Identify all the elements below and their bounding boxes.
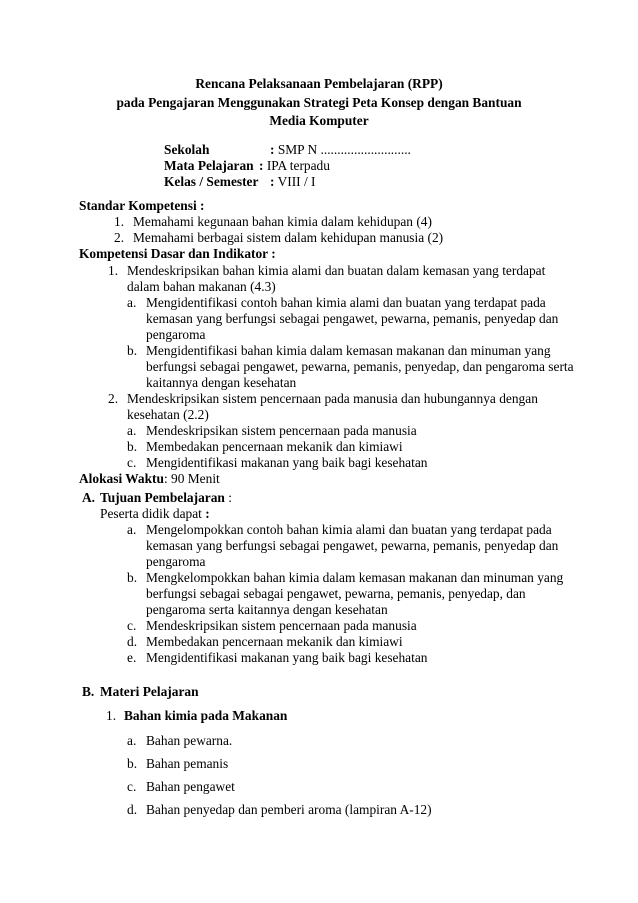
alokasi-waktu: Alokasi Waktu: 90 Menit [79,471,220,486]
tujuan-a-line-1: Mengelompokkan contoh bahan kimia alami dan buatan yang terdapat pada [146,522,552,537]
kd-1a-line-1: Mengidentifikasi contoh bahan kimia alami dan buatan yang terdapat pada [146,295,546,310]
heading-materi-pelajaran: Materi Pelajaran [100,684,199,699]
tujuan-letter: A. [82,490,96,505]
kd-item-2-line-1: Mendeskripsikan sistem pencernaan pada manusia dan hubungannya dengan [127,391,538,406]
tujuan-b-line-1: Mengkelompokkan bahan kimia dalam kemasan makanan dan minuman yang [146,570,564,585]
kd-2c-text: Mengidentifikasi makanan yang baik bagi kesehatan [146,455,428,470]
kd-item-1-line-2: dalam bahan makanan (4.3) [127,279,276,294]
kd-1b-line-3: kaitannya dengan kesehatan [146,375,297,390]
value-mata-pelajaran: : IPA terpadu [259,158,330,173]
kd-num-1: 1. [108,263,119,278]
materi-num-1: 1. [106,708,117,723]
tujuan-b-line-2: berfungsi sebagai sebagai pengawet, pewarna, pemanis, penyedap, dan [146,586,526,601]
materi-item-1: Bahan kimia pada Makanan [124,708,288,723]
tujuan-a-line-2: kemasan yang berfungsi sebagai pengawet, pewarna, pemanis, penyedap dan [146,538,559,553]
kd-2c-letter: c. [127,455,137,470]
materi-b-letter: b. [127,756,138,771]
materi-d-letter: d. [127,802,138,817]
tujuan-a-line-3: pengaroma [146,554,206,569]
tujuan-c-text: Mendeskripsikan sistem pencernaan pada manusia [146,618,417,633]
value-sekolah: : SMP N ........................... [270,142,411,157]
kd-2a-letter: a. [127,423,137,438]
kd-1b-line-2: berfungsi sebagai pengawet, pewarna, pemanis, penyedap, dan pengaroma serta [146,359,574,374]
sk-item-2: Memahami berbagai sistem dalam kehidupan manusia (2) [133,230,444,245]
kd-2a-text: Mendeskripsikan sistem pencernaan pada manusia [146,423,417,438]
kd-2b-text: Membedakan pencernaan mekanik dan kimiawi [146,439,403,454]
heading-tujuan-pembelajaran: Tujuan Pembelajaran : [100,490,232,505]
kd-1a-letter: a. [127,295,137,310]
materi-d-text: Bahan penyedap dan pemberi aroma (lampiran A-12) [146,802,432,817]
kd-item-2-line-2: kesehatan (2.2) [127,407,209,422]
kd-item-1-line-1: Mendeskripsikan bahan kimia alami dan buatan dalam kemasan yang terdapat [127,263,546,278]
materi-a-text: Bahan pewarna. [146,733,233,748]
value-kelas-semester: : VIII / I [270,174,316,189]
sk-num-1: 1. [114,214,125,229]
heading-kompetensi-dasar: Kompetensi Dasar dan Indikator : [79,246,276,261]
kd-1b-line-1: Mengidentifikasi bahan kimia dalam kemasan makanan dan minuman yang [146,343,551,358]
kd-2b-letter: b. [127,439,138,454]
label-sekolah: Sekolah [164,142,210,157]
materi-b-text: Bahan pemanis [146,756,229,771]
label-mata-pelajaran: Mata Pelajaran [164,158,254,173]
materi-c-text: Bahan pengawet [146,779,235,794]
materi-a-letter: a. [127,733,137,748]
materi-letter: B. [82,684,95,699]
doc-subtitle-2: Media Komputer [269,113,369,128]
tujuan-c-letter: c. [127,618,137,633]
doc-subtitle: pada Pengajaran Menggunakan Strategi Peta Konsep dengan Bantuan [116,95,522,110]
kd-1a-line-2: kemasan yang berfungsi sebagai pengawet, pewarna, pemanis, penyedap dan [146,311,559,326]
tujuan-d-text: Membedakan pencernaan mekanik dan kimiawi [146,634,403,649]
kd-num-2: 2. [108,391,119,406]
kd-1b-letter: b. [127,343,138,358]
sk-item-1: Memahami kegunaan bahan kimia dalam kehidupan (4) [133,214,432,229]
tujuan-a-letter: a. [127,522,137,537]
tujuan-e-text: Mengidentifikasi makanan yang baik bagi kesehatan [146,650,428,665]
materi-c-letter: c. [127,779,137,794]
tujuan-intro: Peserta didik dapat : [100,506,210,521]
tujuan-d-letter: d. [127,634,138,649]
doc-title: Rencana Pelaksanaan Pembelajaran (RPP) [195,76,443,91]
tujuan-b-line-3: pengaroma serta kaitannya dengan kesehatan [146,602,388,617]
tujuan-e-letter: e. [127,650,137,665]
tujuan-b-letter: b. [127,570,138,585]
label-kelas-semester: Kelas / Semester [164,174,259,189]
sk-num-2: 2. [114,230,125,245]
kd-1a-line-3: pengaroma [146,327,206,342]
heading-standar-kompetensi: Standar Kompetensi : [79,198,205,213]
